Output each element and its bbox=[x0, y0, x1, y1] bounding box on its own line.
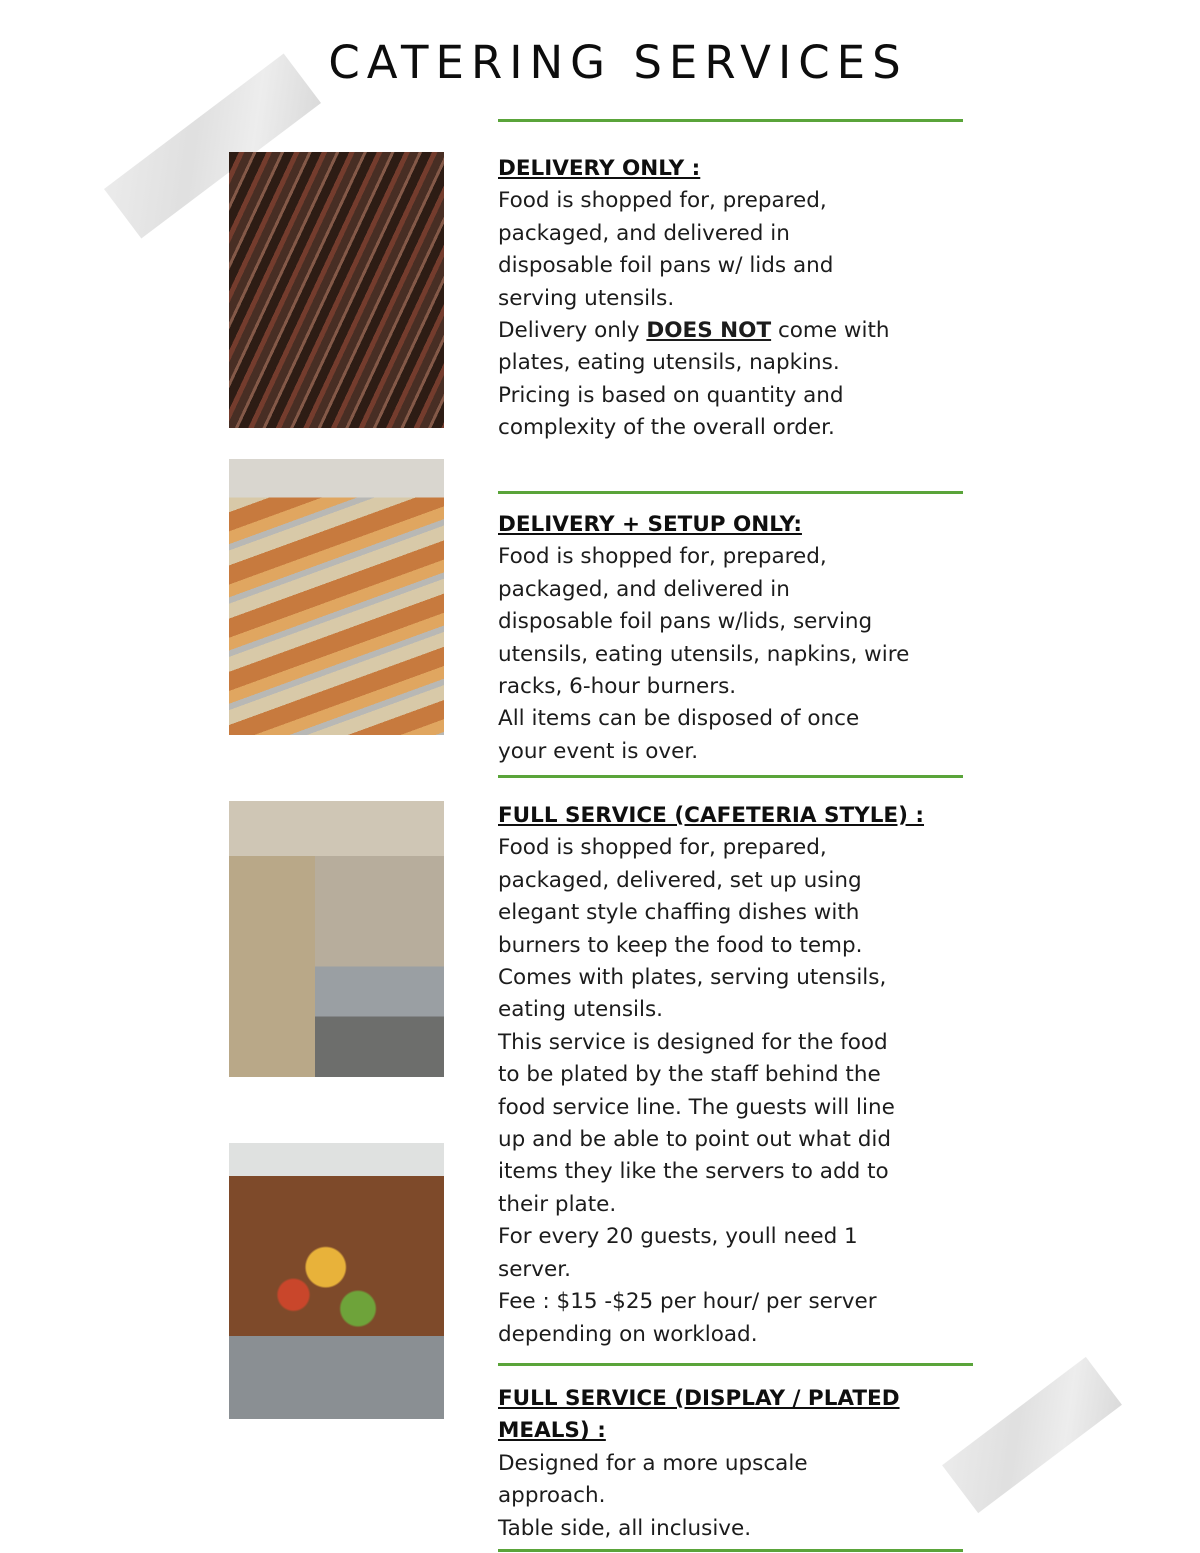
body-line: depending on workload. bbox=[498, 1321, 758, 1347]
body-line: utensils, eating utensils, napkins, wire bbox=[498, 641, 910, 667]
body-line: disposable foil pans w/ lids and bbox=[498, 253, 834, 279]
section-full-service-cafeteria bbox=[498, 800, 924, 1351]
body-line: packaged, and delivered in bbox=[498, 220, 790, 246]
brisket-photo bbox=[229, 152, 444, 428]
body-line: food service line. The guests will line bbox=[498, 1094, 895, 1120]
buffet-setup-photo bbox=[229, 459, 444, 735]
body-line: packaged, and delivered in bbox=[498, 576, 790, 602]
section-heading: FULL SERVICE (DISPLAY / PLATED bbox=[498, 1386, 900, 1411]
section-heading: FULL SERVICE (CAFETERIA STYLE) : bbox=[498, 803, 925, 828]
body-line: your event is over. bbox=[498, 738, 699, 764]
display-table-photo bbox=[229, 1143, 444, 1419]
body-line-does-not bbox=[498, 315, 890, 347]
body-line: disposable foil pans w/lids, serving bbox=[498, 609, 873, 635]
body-line: server. bbox=[498, 1256, 571, 1282]
section-heading: DELIVERY + SETUP ONLY: bbox=[498, 512, 802, 537]
divider-rule bbox=[498, 491, 963, 494]
section-heading: MEALS) : bbox=[498, 1418, 606, 1444]
body-line: their plate. bbox=[498, 1191, 617, 1217]
body-line: racks, 6-hour burners. bbox=[498, 674, 737, 700]
body-line: serving utensils. bbox=[498, 285, 675, 311]
section-full-service-display bbox=[498, 1383, 900, 1545]
body-line: Food is shopped for, prepared, bbox=[498, 544, 827, 570]
body-line: Pricing is based on quantity and bbox=[498, 382, 844, 408]
text-fragment: Delivery only bbox=[498, 318, 647, 344]
divider-rule bbox=[498, 119, 963, 122]
body-line: Comes with plates, serving utensils, bbox=[498, 965, 887, 991]
body-line: plates, eating utensils, napkins. bbox=[498, 350, 840, 376]
divider-rule bbox=[498, 1363, 973, 1366]
decorative-tape-bottom-right bbox=[942, 1357, 1122, 1513]
body-line: approach. bbox=[498, 1483, 606, 1509]
section-delivery-setup bbox=[498, 509, 909, 768]
body-line: This service is designed for the food bbox=[498, 1029, 888, 1055]
text-fragment: come with bbox=[771, 318, 890, 344]
body-line: Food is shopped for, prepared, bbox=[498, 835, 827, 861]
body-line: elegant style chaffing dishes with bbox=[498, 900, 860, 926]
body-line: For every 20 guests, youll need 1 bbox=[498, 1224, 858, 1250]
cafeteria-line-photo bbox=[229, 801, 444, 1077]
body-line: Designed for a more upscale bbox=[498, 1450, 808, 1476]
body-line: Fee : $15 -$25 per hour/ per server bbox=[498, 1289, 877, 1315]
page-title: CATERING SERVICES bbox=[328, 36, 908, 89]
body-line: to be plated by the staff behind the bbox=[498, 1062, 881, 1088]
body-line: complexity of the overall order. bbox=[498, 415, 835, 441]
emphasis-does-not: DOES NOT bbox=[646, 318, 772, 344]
section-delivery-only bbox=[498, 153, 890, 445]
body-line: packaged, delivered, set up using bbox=[498, 867, 862, 893]
divider-rule bbox=[498, 775, 963, 778]
body-line: items they like the servers to add to bbox=[498, 1159, 889, 1185]
body-line: burners to keep the food to temp. bbox=[498, 932, 863, 958]
body-line: eating utensils. bbox=[498, 997, 664, 1023]
body-line: Table side, all inclusive. bbox=[498, 1515, 752, 1541]
section-heading: DELIVERY ONLY : bbox=[498, 156, 701, 181]
divider-rule bbox=[498, 1549, 963, 1552]
body-line: up and be able to point out what did bbox=[498, 1127, 892, 1153]
body-line: All items can be disposed of once bbox=[498, 706, 860, 732]
body-line: Food is shopped for, prepared, bbox=[498, 188, 827, 214]
